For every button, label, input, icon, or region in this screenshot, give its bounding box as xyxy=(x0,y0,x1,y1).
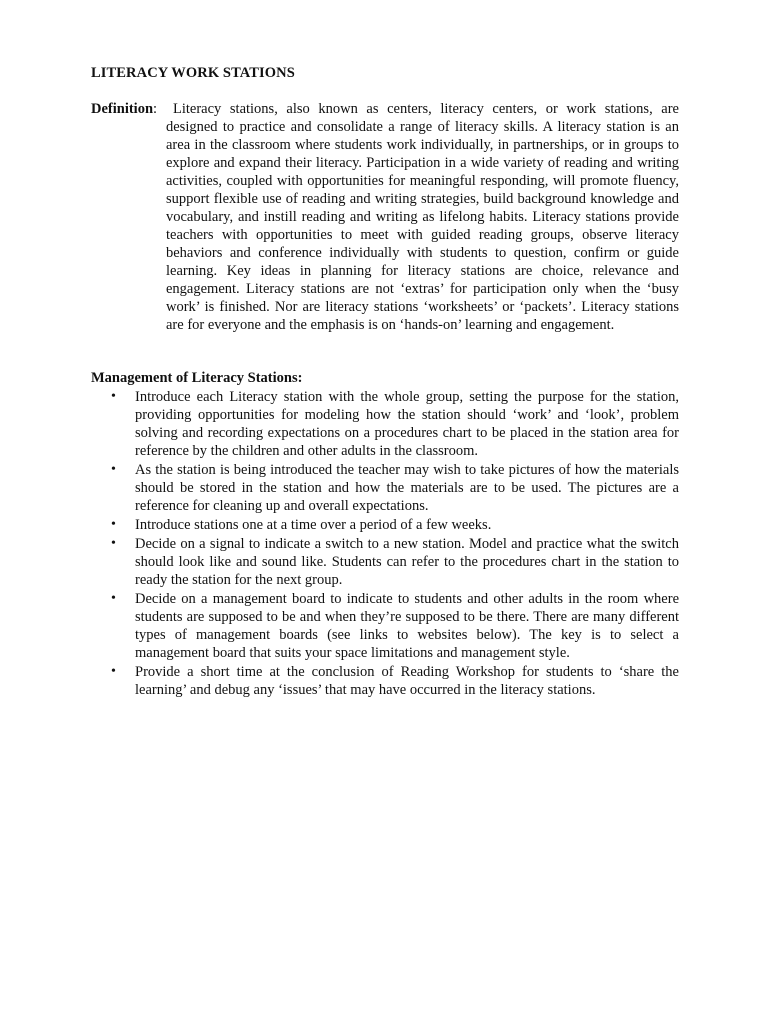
document-title: LITERACY WORK STATIONS xyxy=(91,65,295,81)
list-item: • Introduce each Literacy station with the whole group, setting the purpose for the station, providing opportunities for modeling how the station should ‘work’ and ‘look’, problem solving and recording expectations on a procedures chart to be placed in the station area for reference by the children and other adults in the classroom. xyxy=(111,389,679,459)
list-item: • Introduce stations one at a time over a period of a few weeks. xyxy=(111,517,492,533)
list-item: • Decide on a signal to indicate a switch to a new station. Model and practice what the switch should look like and sound like. Students can refer to the procedures chart in the station to ready the station for the next group. xyxy=(111,536,679,588)
bullet-icon: • xyxy=(111,591,116,606)
list-item: • Provide a short time at the conclusion of Reading Workshop for students to ‘share the learning’ and debug any ‘issues’ that may have occurred in the literacy stations. xyxy=(111,664,679,698)
management-heading: Management of Literacy Stations: xyxy=(91,370,303,386)
bullet-icon: • xyxy=(111,517,116,532)
list-item: • Decide on a management board to indicate to students and other adults in the room where students are supposed to be and when they’re supposed to be there. There are many different types of management boards (see links to websites below). The key is to select a management board that suits your space limitations and management style. xyxy=(111,591,679,661)
definition-section xyxy=(91,100,679,334)
bullet-icon: • xyxy=(111,389,116,404)
bullet-icon: • xyxy=(111,536,116,551)
bullet-icon: • xyxy=(111,462,116,477)
management-list xyxy=(91,388,679,699)
list-item: • As the station is being introduced the teacher may wish to take pictures of how the materials should be stored in the station and how the materials are to be used. The pictures are a reference for cleaning up and overall expectations. xyxy=(111,462,679,514)
definition-label: Definition: xyxy=(91,101,158,117)
definition-text: Literacy stations, also known as centers, literacy centers, or work stations, are designed to practice and consolidate a range of literacy skills. A literacy station is an area in the classroom where students work individually, in partnerships, or in groups to explore and expand their literacy. Participation in a wide variety of reading and writing activities, coupled with opportunities for meaningful responding, will promote fluency, support flexible use of reading and writing strategies, build background knowledge and vocabulary, and instill reading and writing as lifelong habits. Literacy stations provide teachers with opportunities to meet with guided reading groups, observe literacy behaviors and conference individually with students to question, confirm or guide learning. Key ideas in planning for literacy stations are choice, relevance and engagement. Literacy stations are not ‘extras’ for participation only when the ‘busy work’ is finished. Nor are literacy stations ‘worksheets’ or ‘packets’. Literacy stations are for everyone and the emphasis is on ‘hands-on’ learning and engagement. xyxy=(166,101,679,333)
management-section xyxy=(91,369,679,700)
bullet-icon: • xyxy=(111,664,116,679)
